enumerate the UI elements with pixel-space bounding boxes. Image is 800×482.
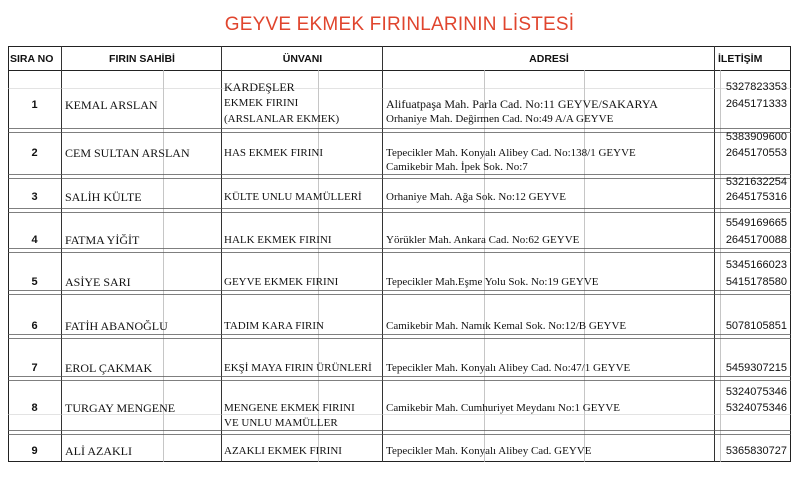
row-4-address-line-1: Yörükler Mah. Ankara Cad. No:62 GEYVE [386, 234, 580, 246]
row-9-no: 9 [31, 445, 38, 457]
row-6-phone-1: 5078105851 [725, 320, 787, 332]
row-5-phone-1: 5345166023 [725, 259, 787, 271]
row-8-no: 8 [31, 402, 38, 414]
row-2-phone-2: 2645170553 [725, 147, 787, 159]
row-1-title-line-1: KARDEŞLER [224, 80, 295, 94]
row-2-phone-1: 5383909600 [725, 131, 787, 143]
bakery-table [8, 46, 791, 462]
row-2-owner: CEM SULTAN ARSLAN [65, 146, 190, 160]
row-8-address-line-1: Camikebir Mah. Cumhuriyet Meydanı No:1 GEYVE [386, 402, 621, 414]
row-2-no: 2 [31, 147, 38, 159]
row-4-title-line-1: HALK EKMEK FIRINI [224, 234, 332, 246]
row-1-title-line-3: (ARSLANLAR EKMEK) [224, 113, 340, 125]
row-1-phone-1: 5327823353 [725, 81, 787, 93]
row-1-address-line-1: Alifuatpaşa Mah. Parla Cad. No:11 GEYVE/SAKARYA [386, 97, 658, 111]
row-8-title-line-2: VE UNLU MAMÜLLER [224, 417, 338, 429]
row-8-title-line-1: MENGENE EKMEK FIRINI [224, 402, 355, 414]
row-5-title-line-1: GEYVE EKMEK FIRINI [224, 276, 339, 288]
page-title: GEYVE EKMEK FIRINLARININ LİSTESİ [224, 14, 575, 35]
row-9-owner: ALİ AZAKLI [65, 444, 132, 458]
row-7-title-line-1: EKŞİ MAYA FIRIN ÜRÜNLERİ [224, 362, 372, 374]
row-1-no: 1 [31, 99, 38, 111]
row-5-no: 5 [31, 276, 38, 288]
row-7-owner: EROL ÇAKMAK [65, 361, 153, 375]
row-6-title-line-1: TADIM KARA FIRIN [224, 320, 324, 332]
row-4-phone-2: 2645170088 [725, 234, 787, 246]
row-4-owner: FATMA YİĞİT [65, 233, 140, 247]
row-1-phone-2: 2645171333 [725, 98, 787, 110]
row-3-phone-2: 2645175316 [725, 191, 787, 203]
row-9-address-line-1: Tepecikler Mah. Konyalı Alibey Cad. GEYVE [386, 445, 592, 457]
row-4-phone-1: 5549169665 [725, 217, 787, 229]
row-8-owner: TURGAY MENGENE [65, 401, 176, 415]
row-6-owner: FATİH ABANOĞLU [65, 319, 168, 333]
row-7-address-line-1: Tepecikler Mah. Konyalı Alibey Cad. No:47/1 GEYVE [386, 362, 631, 374]
row-3-address-line-1: Orhaniye Mah. Ağa Sok. No:12 GEYVE [386, 191, 566, 203]
header-iletisim: İLETİŞİM [718, 53, 763, 65]
row-2-address-line-2: Camikebir Mah. İpek Sok. No:7 [386, 161, 528, 173]
row-7-no: 7 [31, 362, 38, 374]
row-6-address-line-1: Camikebir Mah. Namık Kemal Sok. No:12/B GEYVE [386, 320, 627, 332]
row-4-no: 4 [31, 234, 38, 246]
row-3-title-line-1: KÜLTE UNLU MAMÜLLERİ [224, 191, 362, 203]
row-1-address-line-2: Orhaniye Mah. Değirmen Cad. No:49 A/A GEYVE [386, 113, 614, 125]
header-sira-no: SIRA NO [10, 53, 54, 65]
row-1-title-line-2: EKMEK FIRINI [224, 97, 299, 109]
header-firin-sahibi: FIRIN SAHİBİ [109, 53, 175, 65]
row-8-phone-2: 5324075346 [725, 402, 787, 414]
bakery-list-sheet [8, 8, 791, 462]
row-7-phone-1: 5459307215 [725, 362, 787, 374]
row-1-owner: KEMAL ARSLAN [65, 98, 158, 112]
row-2-title-line-1: HAS EKMEK FIRINI [224, 147, 323, 159]
row-2-address-line-1: Tepecikler Mah. Konyalı Alibey Cad. No:138/1 GEYVE [386, 147, 636, 159]
row-8-phone-1: 5324075346 [725, 386, 787, 398]
row-9-phone-1: 5365830727 [725, 445, 787, 457]
header-adresi: ADRESİ [529, 53, 569, 65]
row-3-phone-1: 5321632254 [725, 176, 787, 188]
row-5-owner: ASİYE SARI [65, 275, 131, 289]
row-3-owner: SALİH KÜLTE [65, 190, 142, 204]
header-unvani: ÜNVANI [282, 53, 323, 65]
row-5-phone-2: 5415178580 [725, 276, 787, 288]
row-9-title-line-1: AZAKLI EKMEK FIRINI [224, 445, 342, 457]
row-3-no: 3 [31, 191, 38, 203]
row-6-no: 6 [31, 320, 38, 332]
row-5-address-line-1: Tepecikler Mah.Eşme Yolu Sok. No:19 GEYVE [386, 276, 599, 288]
